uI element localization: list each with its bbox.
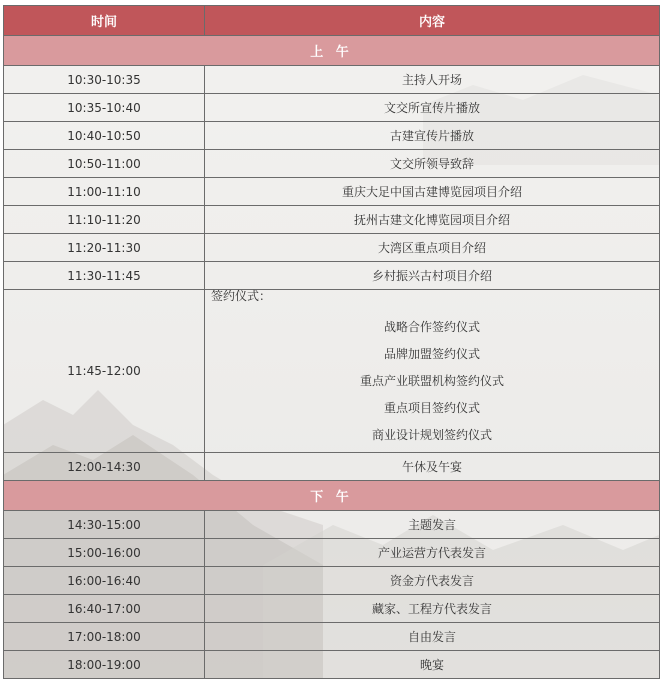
row-time: 16:00-16:40 xyxy=(4,567,205,595)
row-time: 10:50-11:00 xyxy=(4,150,205,178)
row-time: 10:35-10:40 xyxy=(4,94,205,122)
signing-ceremony-row xyxy=(4,290,660,453)
ceremony-item: 重点项目签约仪式 xyxy=(383,401,480,415)
table-row xyxy=(4,623,660,651)
row-content: 资金方代表发言 xyxy=(205,567,660,595)
content-column-header: 内容 xyxy=(205,6,660,36)
ceremony-content xyxy=(205,290,660,453)
row-content: 文交所宣传片播放 xyxy=(205,94,660,122)
ceremony-item: 品牌加盟签约仪式 xyxy=(383,347,480,361)
row-content: 重庆大足中国古建博览园项目介绍 xyxy=(205,178,660,206)
row-time: 11:30-11:45 xyxy=(4,262,205,290)
row-time: 16:40-17:00 xyxy=(4,595,205,623)
afternoon-section-label: 下 午 xyxy=(4,481,660,511)
row-content: 主题发言 xyxy=(205,511,660,539)
table-row xyxy=(4,539,660,567)
row-content: 主持人开场 xyxy=(205,66,660,94)
table-row xyxy=(4,94,660,122)
table-row xyxy=(4,150,660,178)
table-row xyxy=(4,178,660,206)
row-time: 11:10-11:20 xyxy=(4,206,205,234)
row-content: 大湾区重点项目介绍 xyxy=(205,234,660,262)
row-time: 12:00-14:30 xyxy=(4,453,205,481)
table-row xyxy=(4,234,660,262)
table-row xyxy=(4,595,660,623)
ceremony-item: 重点产业联盟机构签约仪式 xyxy=(359,374,504,388)
row-content: 自由发言 xyxy=(205,623,660,651)
table-row xyxy=(4,66,660,94)
time-column-header: 时间 xyxy=(4,6,205,36)
row-time: 17:00-18:00 xyxy=(4,623,205,651)
table-row xyxy=(4,651,660,679)
ceremony-time: 11:45-12:00 xyxy=(4,290,205,453)
row-content: 抚州古建文化博览园项目介绍 xyxy=(205,206,660,234)
table-row xyxy=(4,511,660,539)
morning-section-row xyxy=(4,36,660,66)
row-time: 14:30-15:00 xyxy=(4,511,205,539)
row-time: 15:00-16:00 xyxy=(4,539,205,567)
row-content: 古建宣传片播放 xyxy=(205,122,660,150)
table-header-row xyxy=(4,6,660,36)
table-row xyxy=(4,567,660,595)
ceremony-item: 战略合作签约仪式 xyxy=(383,320,480,334)
row-time: 11:20-11:30 xyxy=(4,234,205,262)
row-content: 产业运营方代表发言 xyxy=(205,539,660,567)
afternoon-section-row xyxy=(4,481,660,511)
table-row xyxy=(4,206,660,234)
ceremony-title: 签约仪式： xyxy=(211,289,272,303)
row-time: 10:40-10:50 xyxy=(4,122,205,150)
row-time: 11:00-11:10 xyxy=(4,178,205,206)
schedule-table xyxy=(3,5,660,679)
table-row xyxy=(4,122,660,150)
row-time: 10:30-10:35 xyxy=(4,66,205,94)
row-content: 乡村振兴古村项目介绍 xyxy=(205,262,660,290)
row-content: 午休及午宴 xyxy=(205,453,660,481)
table-row xyxy=(4,262,660,290)
row-content: 藏家、工程方代表发言 xyxy=(205,595,660,623)
table-row xyxy=(4,453,660,481)
row-content: 文交所领导致辞 xyxy=(205,150,660,178)
row-time: 18:00-19:00 xyxy=(4,651,205,679)
morning-section-label: 上 午 xyxy=(4,36,660,66)
ceremony-item: 商业设计规划签约仪式 xyxy=(371,428,492,442)
row-content: 晚宴 xyxy=(205,651,660,679)
